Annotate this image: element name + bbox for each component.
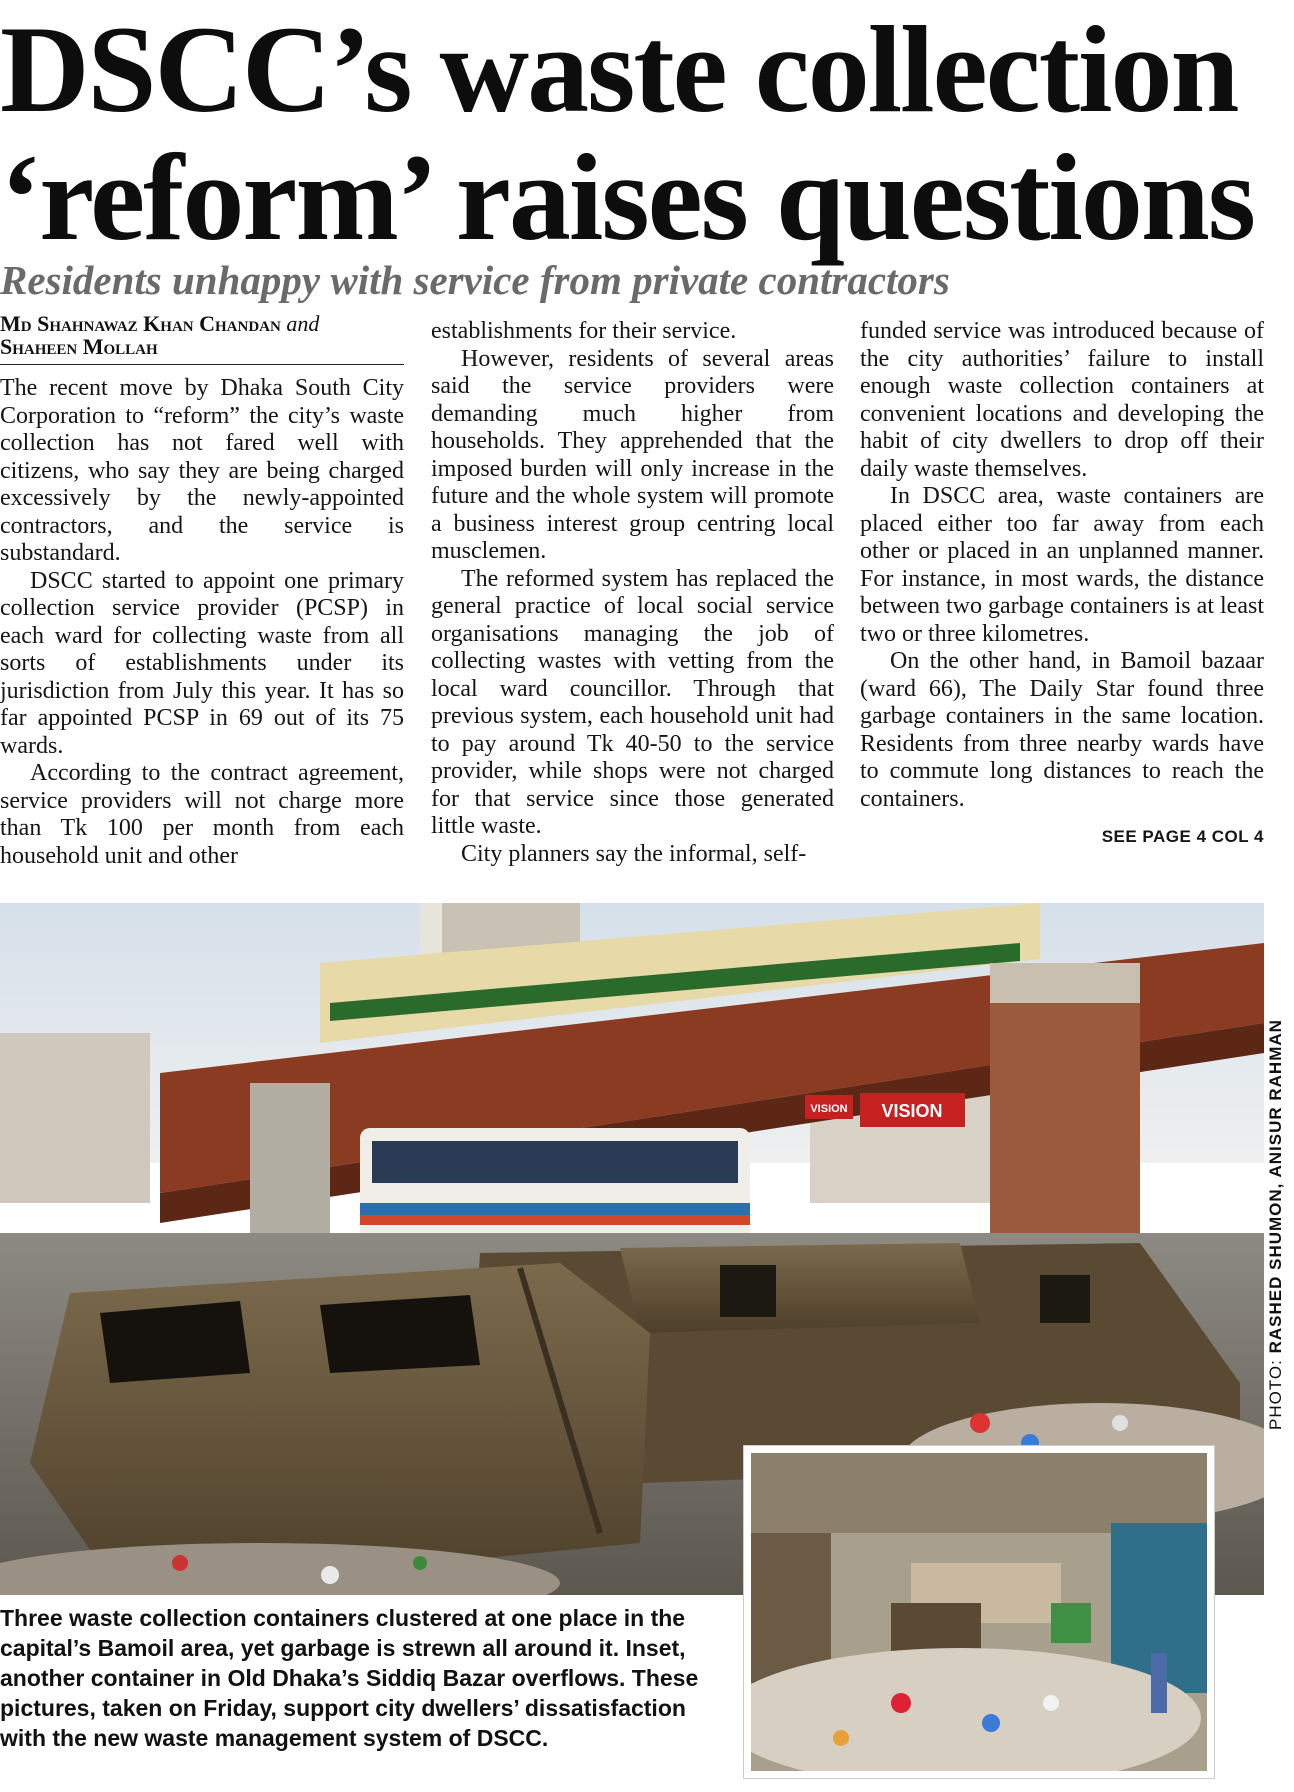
cng-autorickshaw xyxy=(1051,1603,1091,1643)
article-paragraph: establishments for their service. xyxy=(431,318,737,344)
container-opening xyxy=(320,1295,480,1373)
article-column-3 xyxy=(860,318,1264,851)
article-paragraph: On the other hand, in Bamoil bazaar (ward 66), The Daily Star found three garbage containers in the same location. Residents from three nearby wards have to commute long distances to reach the containers. xyxy=(860,648,1264,812)
pillar-top xyxy=(990,963,1140,1003)
vision-sign-text: VISION xyxy=(810,1103,848,1115)
article-paragraph: DSCC started to appoint one primary collection service provider (PCSP) in each ward for collecting waste from all sorts of establishments under its jurisdiction from July this year. It has so far appointed PCSP in 69 out of its 75 wards. xyxy=(0,567,404,759)
headline-line-1: DSCC’s waste collection xyxy=(0,1,1238,138)
photo-credit-names: RASHED SHUMON, ANISUR RAHMAN xyxy=(1266,1019,1285,1354)
article-paragraph: The reformed system has replaced the general practice of local social service organisations managing the job of collecting wastes with vetting from the local ward councillor. Through that previous system, each household unit had to pay around Tk 40-50 to the service provider, while shops were not charged for that service since those generated little waste. xyxy=(431,565,834,839)
bus-windows xyxy=(372,1141,738,1183)
bus-stripe xyxy=(360,1215,750,1225)
garbage-item xyxy=(1043,1695,1059,1711)
article-paragraph: In DSCC area, waste containers are placed either too far away from each other or placed in an unplanned manner. For instance, in most wards, the distance between two garbage containers is at least two or three kilometres. xyxy=(860,483,1264,647)
building xyxy=(0,1033,150,1203)
overpass xyxy=(751,1453,1207,1533)
byline-author-1: Md Shahnawaz Khan Chandan xyxy=(0,311,281,336)
bus-stripe xyxy=(360,1203,750,1215)
article-paragraph: The recent move by Dhaka South City Corporation to “reform” the city’s waste collection has not fared well with citizens, who say they are being charged excessively by the newly-appointed contractors, and the service is substandard. xyxy=(0,375,404,566)
garbage-item xyxy=(833,1730,849,1746)
waste-container-middle xyxy=(620,1243,980,1333)
garbage-item xyxy=(970,1413,990,1433)
garbage-item xyxy=(321,1566,339,1584)
article-paragraph: City planners say the informal, self- xyxy=(461,840,807,867)
pedestrian xyxy=(1151,1653,1167,1713)
photo-credit-prefix: PHOTO: xyxy=(1266,1359,1285,1430)
container-opening xyxy=(720,1265,776,1317)
vision-sign-text: VISION xyxy=(881,1101,943,1121)
garbage-item xyxy=(891,1693,911,1713)
photo-caption: Three waste collection containers clustered at one place in the capital’s Bamoil area, yet garbage is strewn all around it. Inset, another container in Old Dhaka’s Siddiq Bazar overflows. These pictures, taken on Friday, support city dwellers’ dissatisfaction with the new waste management system of DSCC. xyxy=(0,1605,699,1751)
article-column-1 xyxy=(0,312,404,870)
article-paragraph: However, residents of several areas said the service providers were demanding much higher from households. They apprehended that the imposed burden will only increase in the future and the whole system will promote a business interest group centring local musclemen. xyxy=(431,345,834,564)
article-paragraph: According to the contract agreement, service providers will not charge more than Tk 100 per month from each household unit and other xyxy=(0,760,404,869)
byline xyxy=(0,312,404,365)
article-paragraph: funded service was introduced because of the city authorities’ failure to install enough waste collection containers at convenient locations and developing the habit of city dwellers to drop off their daily waste themselves. xyxy=(860,318,1264,482)
garbage-item xyxy=(413,1556,427,1570)
headline xyxy=(0,1,1294,266)
garbage-item xyxy=(172,1555,188,1571)
article-column-2 xyxy=(431,318,834,868)
container-opening xyxy=(100,1301,250,1383)
inset-photo xyxy=(744,1446,1214,1778)
container-opening xyxy=(1040,1275,1090,1323)
inset-photo-illustration xyxy=(751,1453,1207,1771)
photo-credit xyxy=(1266,1019,1286,1430)
byline-conjunction: and xyxy=(286,311,320,336)
garbage-item xyxy=(982,1714,1000,1732)
byline-author-2: Shaheen Mollah xyxy=(0,334,158,359)
building-left xyxy=(751,1533,831,1683)
headline-line-2: ‘reform’ raises questions xyxy=(0,129,1255,266)
continuation-link[interactable]: SEE PAGE 4 COL 4 xyxy=(1101,827,1264,846)
subheadline: Residents unhappy with service from private contractors xyxy=(0,257,950,303)
garbage-item xyxy=(1112,1415,1128,1431)
